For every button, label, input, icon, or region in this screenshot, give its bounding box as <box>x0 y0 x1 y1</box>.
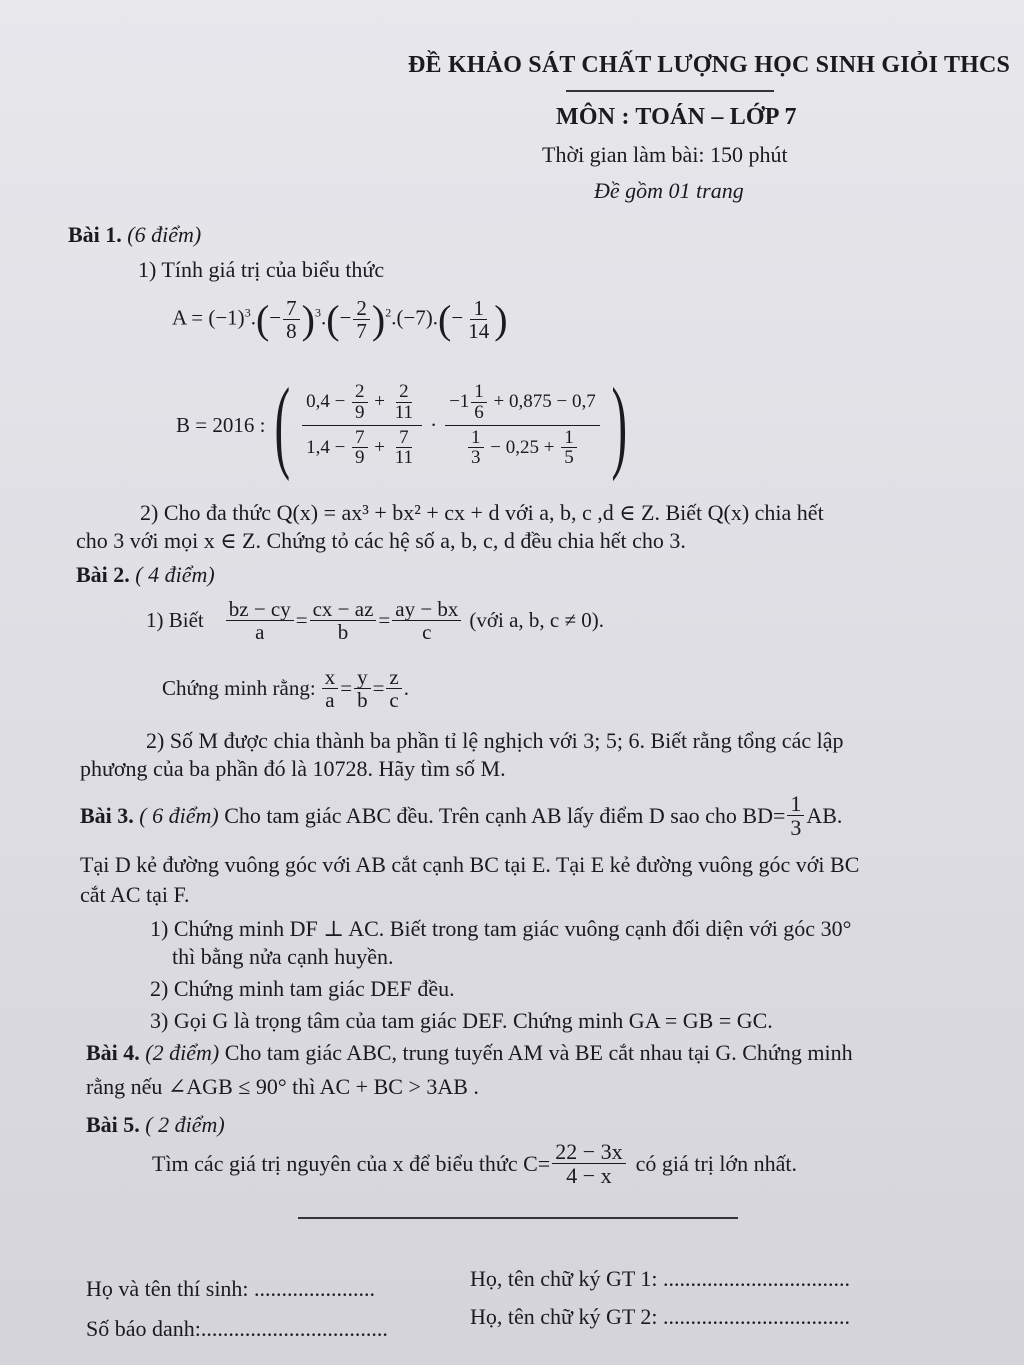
bai3-intro: Bài 3. ( 6 điểm) Cho tam giác ABC đều. Trên cạnh AB lấy điểm D sao cho BD= $\frac{1}{3}$ AB. <box>80 791 843 841</box>
bai2-q2-line2: phương của ba phần đó là 10728. Hãy tìm số M. <box>80 756 506 781</box>
bai1-q1: 1) Tính giá trị của biểu thức <box>138 257 385 282</box>
time-line: Thời gian làm bài: 150 phút <box>542 142 788 167</box>
exam-title: ĐỀ KHẢO SÁT CHẤT LƯỢNG HỌC SINH GIỎI THCS <box>408 52 1011 78</box>
candidate-name-field: Họ và tên thí sinh: ...................... <box>86 1276 376 1301</box>
end-rule <box>298 1217 738 1219</box>
title-underline <box>566 90 774 92</box>
supervisor2-field: Họ, tên chữ ký GT 2: .................................. <box>470 1304 850 1329</box>
bai2-heading: Bài 2. ( 4 điểm) <box>76 562 215 587</box>
bai2-prove: Chứng minh rằng: $\frac{x}{a}$ = $\frac{y}{b}$ = $\frac{z}{c}$ . <box>162 665 409 713</box>
bai5-heading: Bài 5. ( 2 điểm) <box>86 1112 225 1137</box>
pages-line: Đề gồm 01 trang <box>594 178 744 203</box>
bai3-q2: 2) Chứng minh tam giác DEF đều. <box>150 976 455 1001</box>
bai4-line1: Bài 4. (2 điểm) Cho tam giác ABC, trung tuyến AM và BE cắt nhau tại G. Chứng minh <box>86 1040 853 1065</box>
bai3-q1-line2: thì bằng nửa cạnh huyền. <box>172 944 394 969</box>
bai5-question: Tìm các giá trị nguyên của x để biểu thức C= $\frac{22 - 3x}{4 - x}$ có giá trị lớn nhất. <box>152 1139 797 1189</box>
bai1-heading: Bài 1. (6 điểm) <box>68 222 202 247</box>
candidate-id-field: Số báo danh:.................................. <box>86 1316 388 1341</box>
bai1-q2-line2: cho 3 với mọi x ∈ Z. Chứng tỏ các hệ số a, b, c, d đều chia hết cho 3. <box>76 528 686 553</box>
bai3-line2: Tại D kẻ đường vuông góc với AB cắt cạnh BC tại E. Tại E kẻ đường vuông góc với BC <box>80 852 860 877</box>
bai3-line3: cắt AC tại F. <box>80 882 190 907</box>
bai3-q3: 3) Gọi G là trọng tâm của tam giác DEF. Chứng minh GA = GB = GC. <box>150 1008 773 1033</box>
bai2-q2-line1: 2) Số M được chia thành ba phần tỉ lệ nghịch với 3; 5; 6. Biết rằng tổng các lập <box>146 728 844 753</box>
expression-a: $A = (-1)^3.(-$ $\frac{7}{8}$ )$^3$.(− $\frac{2}{7}$ )$^2$.(−7).(− $\frac{1}{14}$ ) <box>172 295 508 343</box>
bai4-line2: rằng nếu ∠AGB ≤ 90° thì AC + BC > 3AB . <box>86 1074 479 1099</box>
expression-b: B = 2016 : ( 0,4 − $\frac{2}{9}$ + $\frac{2}{11}$ 1,4 − $\frac{7}{9}$ + $\frac{7}{11}$ · −1 $\frac{1}{6}$ + 0,875 − 0,7 $\frac{1}{3}$ − 0,25 + $\frac{1}{5}$ ) <box>176 367 627 482</box>
subject-line: MÔN : TOÁN – LỚP 7 <box>556 104 797 130</box>
bai1-q2-line1: 2) Cho đa thức Q(x) = ax³ + bx² + cx + d với a, b, c ,d ∈ Z. Biết Q(x) chia hết <box>140 500 824 525</box>
bai2-q1: 1) Biết $\frac{bz - cy}{a}$ = $\frac{cx - az}{b}$ = $\frac{ay - bx}{c}$ (với a, b, c ≠ 0). <box>146 597 605 645</box>
supervisor1-field: Họ, tên chữ ký GT 1: .................................. <box>470 1266 850 1291</box>
bai3-q1-line1: 1) Chứng minh DF ⊥ AC. Biết trong tam giác vuông cạnh đối diện với góc 30° <box>150 916 852 941</box>
